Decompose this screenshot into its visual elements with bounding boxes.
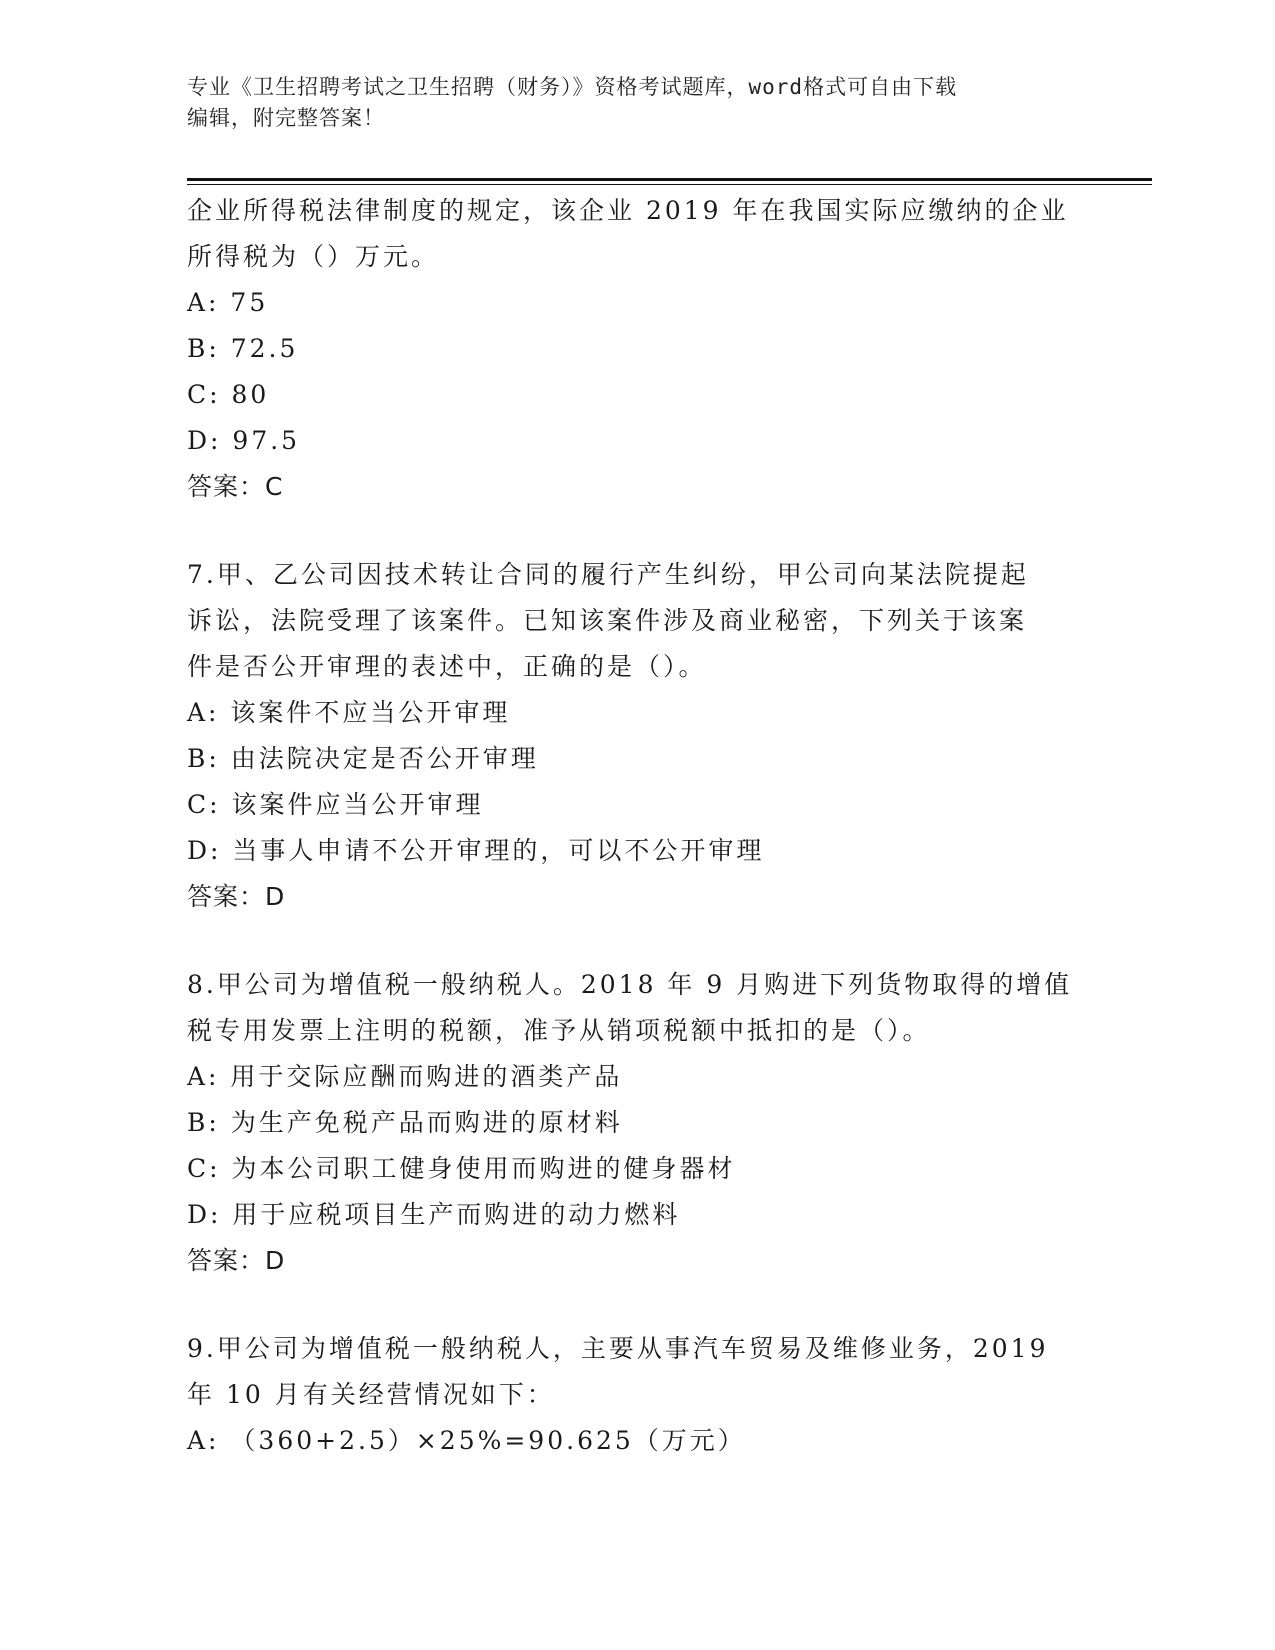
question-8-option-d: D: 用于应税项目生产而购进的动力燃料 — [187, 1200, 681, 1229]
header-rule-thin — [187, 184, 1152, 185]
question-8-answer: 答案：D — [187, 1246, 286, 1275]
question-7-answer: 答案：D — [187, 882, 286, 911]
question-7-stem-line-2: 诉讼，法院受理了该案件。已知该案件涉及商业秘密，下列关于该案 — [187, 606, 1028, 635]
question-8-option-b: B: 为生产免税产品而购进的原材料 — [187, 1108, 623, 1137]
question-8-stem-line-1: 8.甲公司为增值税一般纳税人。2018 年 9 月购进下列货物取得的增值 — [187, 970, 1073, 999]
question-7 — [187, 552, 1087, 920]
question-9-stem-line-1: 9.甲公司为增值税一般纳税人，主要从事汽车贸易及维修业务，2019 — [187, 1334, 1049, 1363]
question-6-answer: 答案：C — [187, 472, 284, 501]
question-9-stem-line-2: 年 10 月有关经营情况如下： — [187, 1380, 555, 1409]
question-6-stem-line-2: 所得税为（）万元。 — [187, 242, 440, 271]
question-content — [187, 188, 1087, 1464]
question-9-option-a: A: （360+2.5）×25%=90.625（万元） — [187, 1426, 746, 1455]
header-rule-thick — [187, 178, 1152, 181]
question-6-option-b: B: 72.5 — [187, 334, 299, 363]
question-9 — [187, 1326, 1087, 1464]
document-header — [187, 72, 1067, 134]
question-7-stem-line-3: 件是否公开审理的表述中，正确的是（）。 — [187, 652, 707, 681]
question-7-option-a: A: 该案件不应当公开审理 — [187, 698, 511, 727]
question-8 — [187, 962, 1087, 1284]
question-spacer — [187, 1284, 1087, 1326]
header-line-2: 编辑，附完整答案！ — [187, 106, 385, 130]
header-line-1: 专业《卫生招聘考试之卫生招聘（财务）》资格考试题库，word格式可自由下载 — [187, 75, 958, 99]
question-7-option-b: B: 由法院决定是否公开审理 — [187, 744, 539, 773]
question-spacer — [187, 920, 1087, 962]
question-6-option-c: C: 80 — [187, 380, 270, 409]
question-7-stem-line-1: 7.甲、乙公司因技术转让合同的履行产生纠纷，甲公司向某法院提起 — [187, 560, 1029, 589]
question-8-option-a: A: 用于交际应酬而购进的酒类产品 — [187, 1062, 623, 1091]
question-8-option-c: C: 为本公司职工健身使用而购进的健身器材 — [187, 1154, 736, 1183]
question-6-option-d: D: 97.5 — [187, 426, 301, 455]
question-7-option-d: D: 当事人申请不公开审理的，可以不公开审理 — [187, 836, 765, 865]
question-7-option-c: C: 该案件应当公开审理 — [187, 790, 484, 819]
question-8-stem-line-2: 税专用发票上注明的税额，准予从销项税额中抵扣的是（）。 — [187, 1016, 931, 1045]
question-spacer — [187, 510, 1087, 552]
question-6-option-a: A: 75 — [187, 288, 269, 317]
question-6-stem-line-1: 企业所得税法律制度的规定，该企业 2019 年在我国实际应缴纳的企业 — [187, 196, 1069, 225]
question-6 — [187, 188, 1087, 510]
